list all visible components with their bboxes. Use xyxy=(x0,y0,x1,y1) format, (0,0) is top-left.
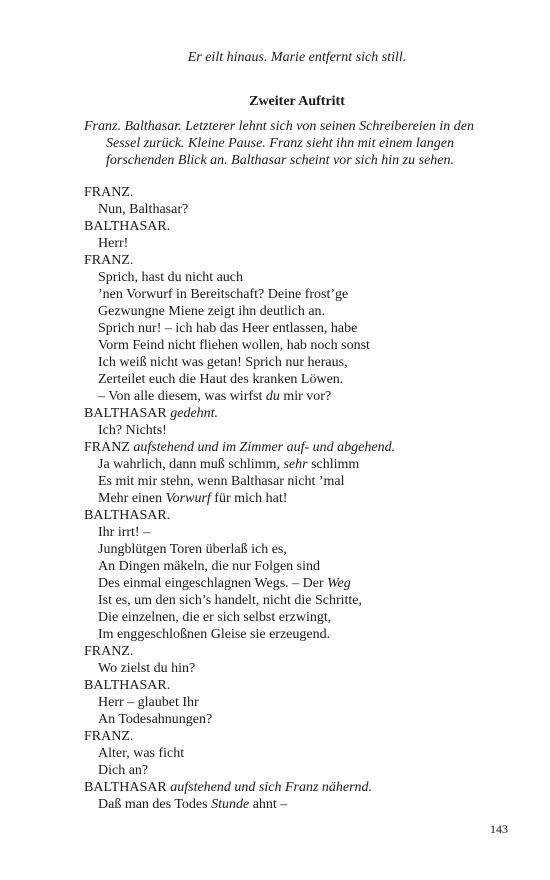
dialogue xyxy=(84,184,514,813)
verse-line xyxy=(84,303,514,320)
verse-line xyxy=(84,745,514,762)
intro-line: Franz. Balthasar. Letzterer lehnt sich von seinen Schreibereien in den xyxy=(84,119,474,134)
speaker-name xyxy=(84,252,514,269)
speaker-label: FRANZ. xyxy=(84,185,134,200)
verse-text: mir vor? xyxy=(279,389,332,404)
verse-text: Vorm Feind nicht fliehen wollen, hab noch sonst xyxy=(98,338,370,353)
verse-text: Ich weiß nicht was getan! Sprich nur heraus, xyxy=(98,355,348,370)
verse-text: Im enggeschloßnen Gleise sie erzeugend. xyxy=(98,627,331,642)
speaker-name xyxy=(84,439,514,456)
stage-direction-inline: aufstehend und sich Franz nähernd. xyxy=(166,780,373,795)
verse-line xyxy=(84,320,514,337)
verse-line xyxy=(84,286,514,303)
verse-line xyxy=(84,541,514,558)
emphasis-text: sehr xyxy=(283,457,308,472)
verse-text: Alter, was ficht xyxy=(98,746,185,761)
speaker-label: BALTHASAR. xyxy=(84,508,171,523)
verse-line xyxy=(84,201,514,218)
verse-text: Ja wahrlich, dann muß schlimm, xyxy=(98,457,284,472)
speaker-label: FRANZ. xyxy=(84,253,134,268)
verse-line xyxy=(84,711,514,728)
verse-line xyxy=(84,524,514,541)
verse-text: Dich an? xyxy=(98,763,149,778)
verse-line xyxy=(84,371,514,388)
verse-line xyxy=(84,235,514,252)
stage-direction-inline: aufstehend und im Zimmer auf- und abgehend. xyxy=(129,440,396,455)
verse-text: – Von alle diesem, was wirfst xyxy=(98,389,266,404)
verse-text: Ist es, um den sich’s handelt, nicht die Schritte, xyxy=(98,593,363,608)
speaker-label: FRANZ. xyxy=(84,729,134,744)
speaker-name xyxy=(84,779,514,796)
speaker-label: BALTHASAR. xyxy=(84,678,171,693)
speaker-name xyxy=(84,184,514,201)
verse-line xyxy=(84,354,514,371)
verse-text: An Todesahnungen? xyxy=(98,712,213,727)
emphasis-text: Vorwurf xyxy=(165,491,211,506)
verse-text: ahnt – xyxy=(249,797,288,812)
scene-title: Zweiter Auftritt xyxy=(249,94,345,109)
speaker-label: BALTHASAR xyxy=(84,780,167,795)
verse-text: Herr! xyxy=(98,236,129,251)
verse-line xyxy=(84,796,514,813)
verse-line xyxy=(84,592,514,609)
verse-text: Ich? Nichts! xyxy=(98,423,167,438)
emphasis-text: Weg xyxy=(327,576,351,591)
verse-line xyxy=(84,660,514,677)
verse-text: ’nen Vorwurf in Bereitschaft? Deine frost’ge xyxy=(98,287,349,302)
verse-text: Jungblütgen Toren überlaß ich es, xyxy=(98,542,287,557)
page-number: 143 xyxy=(490,822,508,836)
stage-direction: Er eilt hinaus. Marie entfernt sich still. xyxy=(187,50,407,65)
speaker-name xyxy=(84,405,514,422)
intro-line: Sessel zurück. Kleine Pause. Franz sieht ihn mit einem langen xyxy=(106,136,454,151)
verse-line xyxy=(84,626,514,643)
verse-text: Sprich nur! – ich hab das Heer entlassen, habe xyxy=(98,321,358,336)
verse-text: Gezwungne Miene zeigt ihn deutlich an. xyxy=(98,304,326,319)
intro-line: forschenden Blick an. Balthasar scheint vor sich hin zu sehen. xyxy=(106,153,454,168)
verse-text: Es mit mir stehn, wenn Balthasar nicht ’mal xyxy=(98,474,345,489)
stage-direction-inline: gedehnt. xyxy=(166,406,219,421)
speaker-name xyxy=(84,643,514,660)
verse-line xyxy=(84,337,514,354)
verse-text: Mehr einen xyxy=(98,491,166,506)
verse-text: schlimm xyxy=(307,457,360,472)
verse-text: Ihr irrt! – xyxy=(98,525,151,540)
scene-intro xyxy=(84,118,512,169)
verse-line xyxy=(84,456,514,473)
speaker-label: BALTHASAR xyxy=(84,406,167,421)
emphasis-text: Stunde xyxy=(211,797,250,812)
verse-line xyxy=(84,762,514,779)
speaker-label: FRANZ xyxy=(84,440,130,455)
verse-text: Herr – glaubet Ihr xyxy=(98,695,199,710)
verse-text: Zerteilet euch die Haut des kranken Löwen. xyxy=(98,372,344,387)
speaker-label: FRANZ. xyxy=(84,644,134,659)
verse-line xyxy=(84,490,514,507)
verse-line xyxy=(84,558,514,575)
verse-text: für mich hat! xyxy=(210,491,288,506)
verse-text: Wo zielst du hin? xyxy=(98,661,196,676)
verse-line xyxy=(84,575,514,592)
speaker-name xyxy=(84,507,514,524)
verse-text: Die einzelnen, die er sich selbst erzwingt, xyxy=(98,610,332,625)
speaker-name xyxy=(84,728,514,745)
verse-line xyxy=(84,269,514,286)
verse-text: An Dingen mäkeln, die nur Folgen sind xyxy=(98,559,321,574)
verse-text: Sprich, hast du nicht auch xyxy=(98,270,244,285)
verse-line xyxy=(84,694,514,711)
speaker-name xyxy=(84,218,514,235)
verse-line xyxy=(84,609,514,626)
verse-text: Nun, Balthasar? xyxy=(98,202,189,217)
verse-text: Daß man des Todes xyxy=(98,797,212,812)
verse-text: Des einmal eingeschlagnen Wegs. – Der xyxy=(98,576,328,591)
verse-line xyxy=(84,388,514,405)
speaker-name xyxy=(84,677,514,694)
speaker-label: BALTHASAR. xyxy=(84,219,171,234)
verse-line xyxy=(84,422,514,439)
emphasis-text: du xyxy=(265,389,280,404)
verse-line xyxy=(84,473,514,490)
